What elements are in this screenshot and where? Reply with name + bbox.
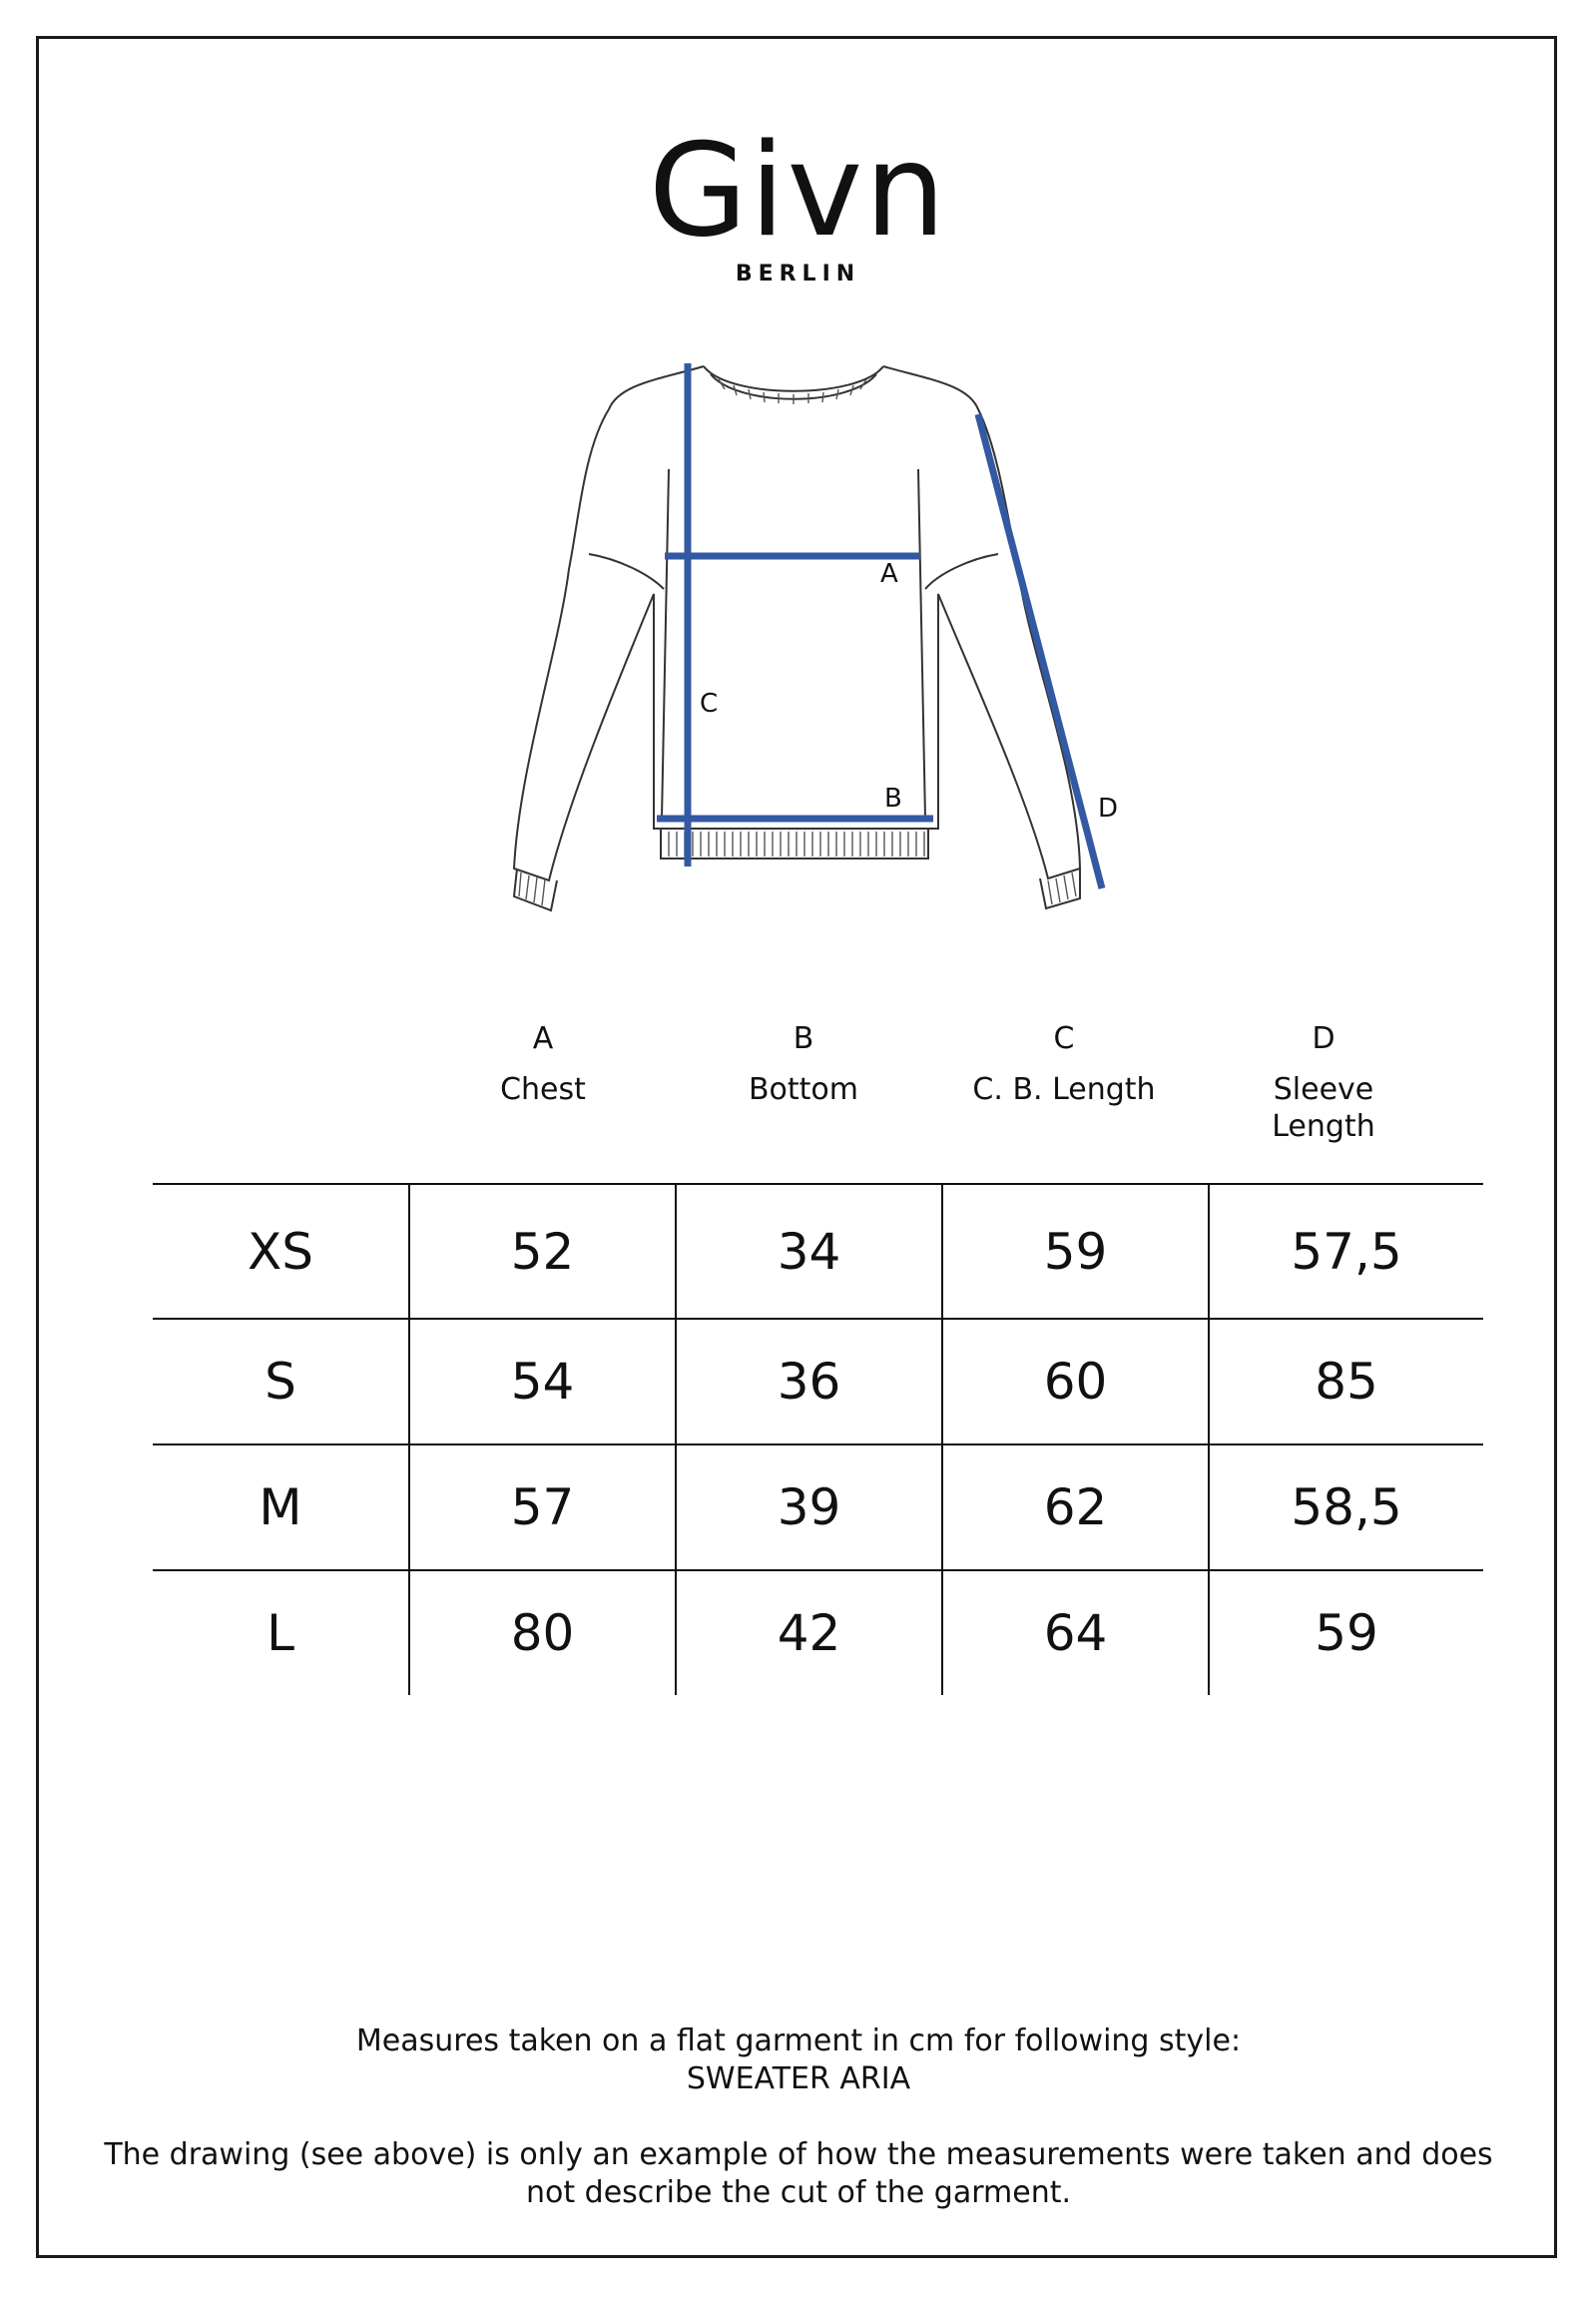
value-cell: 62 (942, 1444, 1209, 1570)
value-cell: 57,5 (1209, 1184, 1483, 1319)
brand-city: BERLIN (735, 262, 861, 287)
value-cell: 39 (676, 1444, 942, 1570)
table-row (153, 1184, 1483, 1319)
value-cell: 36 (676, 1319, 942, 1444)
sweater-diagram (489, 349, 1128, 928)
size-cell: S (153, 1319, 409, 1444)
table-row (153, 1444, 1483, 1570)
column-header-chest: A Chest (500, 1021, 586, 1107)
brand-logo: Givn (648, 117, 948, 266)
size-table (153, 1183, 1483, 1695)
table-row (153, 1570, 1483, 1695)
value-cell: 52 (409, 1184, 676, 1319)
label-c: C (700, 689, 719, 719)
label-b: B (884, 784, 902, 814)
size-cell: L (153, 1570, 409, 1695)
size-cell: XS (153, 1184, 409, 1319)
value-cell: 64 (942, 1570, 1209, 1695)
value-cell: 85 (1209, 1319, 1483, 1444)
value-cell: 59 (942, 1184, 1209, 1319)
label-d: D (1098, 794, 1119, 824)
value-cell: 80 (409, 1570, 676, 1695)
column-header-bottom: B Bottom (748, 1021, 859, 1107)
value-cell: 42 (676, 1570, 942, 1695)
value-cell: 54 (409, 1319, 676, 1444)
label-a: A (880, 559, 898, 589)
value-cell: 58,5 (1209, 1444, 1483, 1570)
footer-note-style: Measures taken on a flat garment in cm for following style: SWEATER ARIA (355, 2023, 1242, 2096)
size-cell: M (153, 1444, 409, 1570)
value-cell: 59 (1209, 1570, 1483, 1695)
column-header-sleeve-length: D Sleeve Length (1272, 1021, 1375, 1144)
value-cell: 57 (409, 1444, 676, 1570)
footer-note-disclaimer: The drawing (see above) is only an example of how the measurements were taken and does not describe the cut of the garment. (104, 2137, 1493, 2210)
column-header-cb-length: C C. B. Length (972, 1021, 1156, 1107)
value-cell: 60 (942, 1319, 1209, 1444)
table-row (153, 1319, 1483, 1444)
value-cell: 34 (676, 1184, 942, 1319)
